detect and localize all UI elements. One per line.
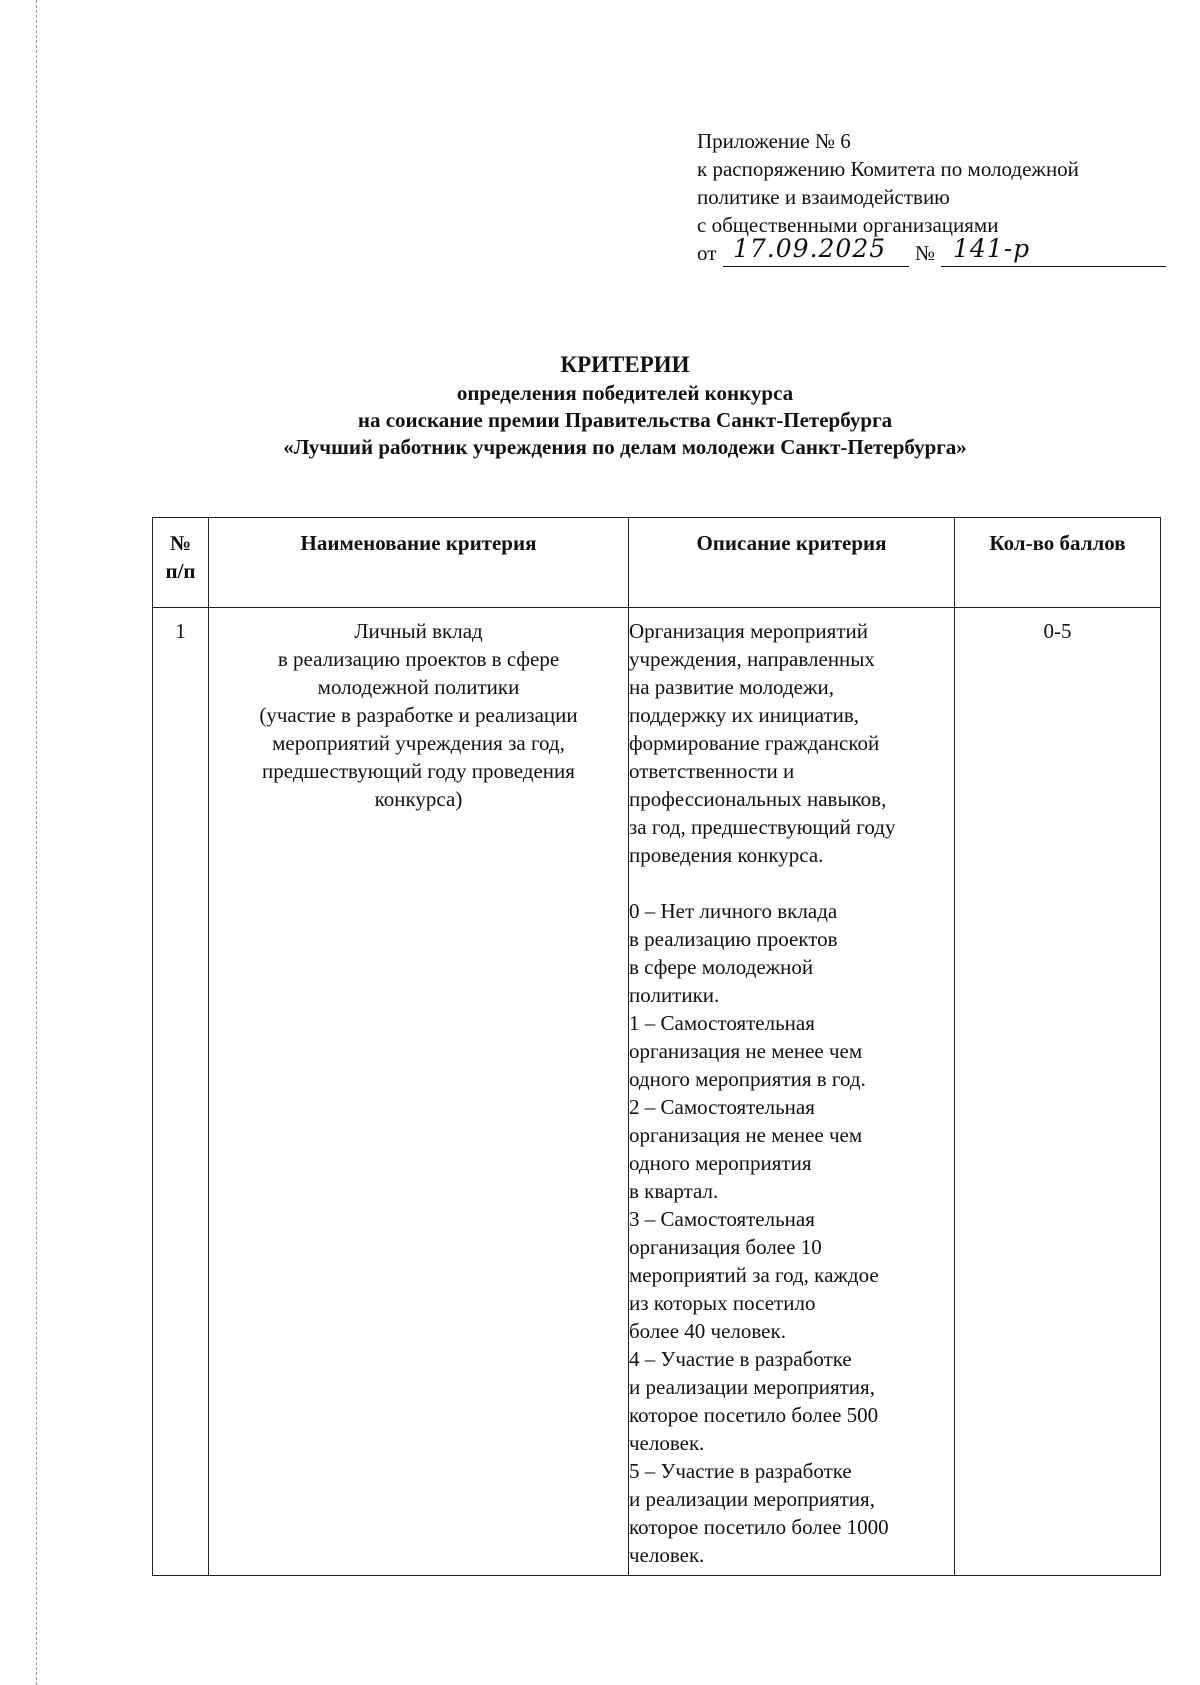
scale-line: которое посетило более 500 bbox=[629, 1403, 879, 1427]
title-line-4: «Лучший работник учреждения по делам молодежи Санкт-Петербурга» bbox=[283, 435, 967, 459]
criterion-name-line: конкурса) bbox=[374, 787, 463, 811]
scale-line: и реализации мероприятия, bbox=[629, 1487, 875, 1511]
scale-line: в сфере молодежной bbox=[629, 955, 814, 979]
scale-line: организация более 10 bbox=[629, 1235, 822, 1259]
date-number-row bbox=[697, 234, 1167, 269]
description-intro-line: Организация мероприятий bbox=[629, 619, 868, 643]
criterion-name-line: мероприятий учреждения за год, bbox=[272, 731, 565, 755]
scale-line: организация не менее чем bbox=[629, 1123, 863, 1147]
scan-margin-line bbox=[36, 0, 37, 1685]
description-intro-line: формирование гражданской bbox=[629, 731, 880, 755]
scale-line: 4 – Участие в разработке bbox=[629, 1347, 852, 1371]
scale-line: которое посетило более 1000 bbox=[629, 1515, 889, 1539]
description-intro-line: учреждения, направленных bbox=[629, 647, 875, 671]
title-line-2: определения победителей конкурса bbox=[456, 381, 794, 405]
criterion-name-line: Личный вклад bbox=[354, 619, 483, 643]
scale-line: 5 – Участие в разработке bbox=[629, 1459, 852, 1483]
table-header-row bbox=[153, 518, 1161, 608]
date-label: от bbox=[697, 241, 717, 265]
row-points: 0-5 bbox=[955, 608, 1161, 1576]
description-intro-line: на развитие молодежи, bbox=[629, 675, 834, 699]
scale-line: более 40 человек. bbox=[629, 1319, 786, 1343]
criterion-name-line: в реализацию проектов в сфере bbox=[277, 647, 560, 671]
scale-line: в реализацию проектов bbox=[629, 927, 838, 951]
row-criterion-name bbox=[209, 608, 629, 1576]
appendix-line-1: Приложение № 6 bbox=[697, 129, 851, 153]
number-label: № bbox=[915, 241, 936, 265]
appendix-line-3: политике и взаимодействию bbox=[697, 185, 950, 209]
header-points: Кол-во баллов bbox=[955, 518, 1161, 608]
header-num-line-2: п/п bbox=[165, 559, 196, 583]
scale-line: одного мероприятия bbox=[629, 1151, 812, 1175]
criterion-name-line: молодежной политики bbox=[317, 675, 520, 699]
scale-line: 0 – Нет личного вклада bbox=[629, 899, 838, 923]
document-title bbox=[150, 350, 1100, 461]
header-name: Наименование критерия bbox=[209, 518, 629, 608]
criteria-table bbox=[152, 517, 1161, 1576]
description-intro-line: проведения конкурса. bbox=[629, 843, 824, 867]
row-num: 1 bbox=[153, 608, 209, 1576]
scale-line: человек. bbox=[629, 1543, 705, 1567]
number-underline bbox=[941, 266, 1166, 267]
scale-line: мероприятий за год, каждое bbox=[629, 1263, 879, 1287]
paragraph-gap bbox=[629, 869, 954, 897]
criterion-name-line: предшествующий году проведения bbox=[262, 759, 575, 783]
appendix-line-2: к распоряжению Комитета по молодежной bbox=[697, 157, 1079, 181]
criterion-name-line: (участие в разработке и реализации bbox=[259, 703, 578, 727]
date-underline bbox=[723, 266, 909, 267]
scale-line: 2 – Самостоятельная bbox=[629, 1095, 815, 1119]
description-intro-line: ответственности и bbox=[629, 759, 795, 783]
scale-line: в квартал. bbox=[629, 1179, 719, 1203]
scale-line: политики. bbox=[629, 983, 720, 1007]
description-intro-line: профессиональных навыков, bbox=[629, 787, 887, 811]
scale-line: 1 – Самостоятельная bbox=[629, 1011, 815, 1035]
appendix-line-4: с общественными организациями bbox=[697, 213, 999, 237]
description-intro-line: поддержку их инициатив, bbox=[629, 703, 860, 727]
title-main: КРИТЕРИИ bbox=[560, 352, 690, 377]
row-criterion-description bbox=[629, 608, 955, 1576]
scale-line: человек. bbox=[629, 1431, 705, 1455]
scale-line: одного мероприятия в год. bbox=[629, 1067, 866, 1091]
scale-line: организация не менее чем bbox=[629, 1039, 863, 1063]
header-description: Описание критерия bbox=[629, 518, 955, 608]
handwritten-number: 141-р bbox=[953, 234, 1031, 263]
header-num bbox=[153, 518, 209, 608]
appendix-header bbox=[697, 127, 1167, 269]
scale-line: 3 – Самостоятельная bbox=[629, 1207, 815, 1231]
description-intro-line: за год, предшествующий году bbox=[629, 815, 896, 839]
scale-line: из которых посетило bbox=[629, 1291, 816, 1315]
scale-line: и реализации мероприятия, bbox=[629, 1375, 875, 1399]
header-num-line-1: № bbox=[169, 531, 192, 555]
title-line-3: на соискание премии Правительства Санкт-Петербурга bbox=[357, 408, 893, 432]
table-row bbox=[153, 608, 1161, 1576]
handwritten-date: 17.09.2025 bbox=[733, 234, 887, 263]
